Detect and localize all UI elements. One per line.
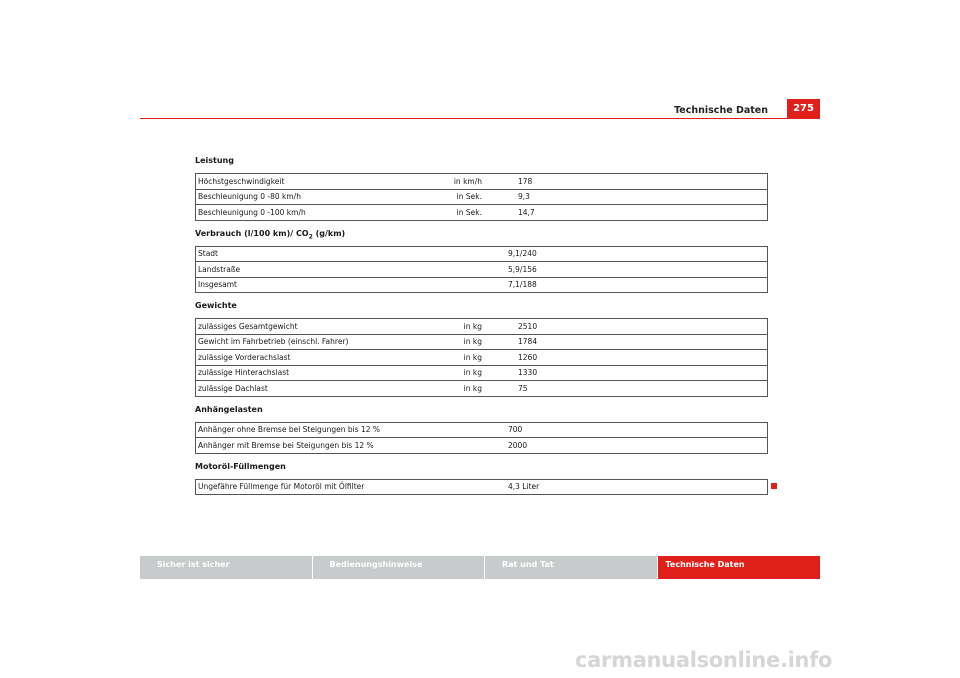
table-row: [196, 479, 768, 495]
table-row: [196, 262, 768, 278]
table-row: [196, 438, 768, 454]
section-title-verbrauch: Verbrauch (l/100 km)/ $CO_2$ (g/km): [195, 228, 346, 241]
footer-tab-technische-daten[interactable]: Technische Daten: [658, 556, 821, 579]
section-title-anhaengelasten: Anhängelasten: [195, 404, 263, 414]
row-label: zulässige Vorderachslast: [196, 350, 441, 366]
row-label: Insgesamt: [198, 280, 237, 290]
table-row: [196, 277, 768, 293]
section-title-motoroel: Motoröl-Füllmengen: [195, 461, 286, 471]
row-value: 178: [516, 174, 768, 190]
page-number-badge: 275: [787, 99, 820, 118]
row-unit: in kg: [463, 383, 482, 393]
row-value: 2510: [516, 319, 768, 335]
table-gewichte: [195, 318, 768, 397]
table-row: [196, 334, 768, 350]
row-label: zulässige Dachlast: [198, 383, 268, 393]
row-label: Ungefähre Füllmenge für Motoröl mit Ölfilter: [198, 482, 365, 492]
table-anhaengelasten: [195, 422, 768, 454]
footer-tab-sicher[interactable]: Sicher ist sicher: [140, 556, 312, 579]
row-unit: in Sek.: [440, 189, 484, 205]
row-value: 700: [490, 422, 768, 438]
table-motoroel: [195, 479, 768, 496]
row-unit: in kg: [440, 334, 484, 350]
row-label: Stadt: [196, 246, 491, 262]
table-row: [196, 174, 768, 190]
table-row: [196, 319, 768, 335]
row-label: Anhänger ohne Bremse bei Steigungen bis 12 %: [196, 422, 491, 438]
section-title-leistung: Leistung: [195, 156, 234, 165]
header-rule: [140, 118, 820, 119]
row-value: 1260: [516, 350, 768, 366]
table-row: [196, 365, 768, 381]
section-title-gewichte: Gewichte: [195, 301, 237, 310]
row-label: Landstraße: [196, 262, 491, 278]
row-label: Beschleunigung 0 -100 km/h: [198, 207, 306, 217]
row-value: 2000: [508, 440, 528, 450]
row-unit: in km/h: [440, 174, 484, 190]
table-row: [196, 189, 768, 205]
row-unit: in kg: [440, 350, 484, 366]
row-label: zulässiges Gesamtgewicht: [196, 319, 441, 335]
table-row: [196, 350, 768, 366]
footer-tab-rat[interactable]: Rat und Tat: [485, 556, 657, 579]
row-value: 1330: [516, 365, 768, 381]
row-value: 9,3: [516, 189, 768, 205]
watermark: carmanualsonline.info: [575, 648, 833, 672]
table-row: [196, 205, 768, 221]
row-value: 75: [518, 383, 528, 393]
footer-tab-bedienung[interactable]: Bedienungshinweise: [313, 556, 485, 579]
header-title: Technische Daten: [674, 105, 768, 116]
row-label: Beschleunigung 0 -80 km/h: [196, 189, 441, 205]
row-value: 14,7: [518, 207, 535, 217]
table-leistung: [195, 173, 768, 221]
row-value: 5,9/156: [490, 262, 768, 278]
row-value: 7,1/188: [508, 280, 537, 290]
row-value: 9,1/240: [490, 246, 768, 262]
row-label: Anhänger mit Bremse bei Steigungen bis 12 %: [198, 440, 374, 450]
table-row: [196, 422, 768, 438]
row-value: 4,3 Liter: [508, 482, 540, 492]
footer-nav: [140, 556, 820, 579]
row-unit: in kg: [440, 365, 484, 381]
row-value: 1784: [516, 334, 768, 350]
row-unit: in Sek.: [456, 207, 482, 217]
table-row: [196, 381, 768, 397]
table-row: [196, 246, 768, 262]
section-end-marker: [771, 483, 777, 489]
row-unit: in kg: [440, 319, 484, 335]
row-label: Gewicht im Fahrbetrieb (einschl. Fahrer): [196, 334, 441, 350]
table-verbrauch: [195, 246, 768, 294]
row-label: Höchstgeschwindigkeit: [196, 174, 441, 190]
spec-content: [195, 155, 768, 502]
row-label: zulässige Hinterachslast: [196, 365, 441, 381]
